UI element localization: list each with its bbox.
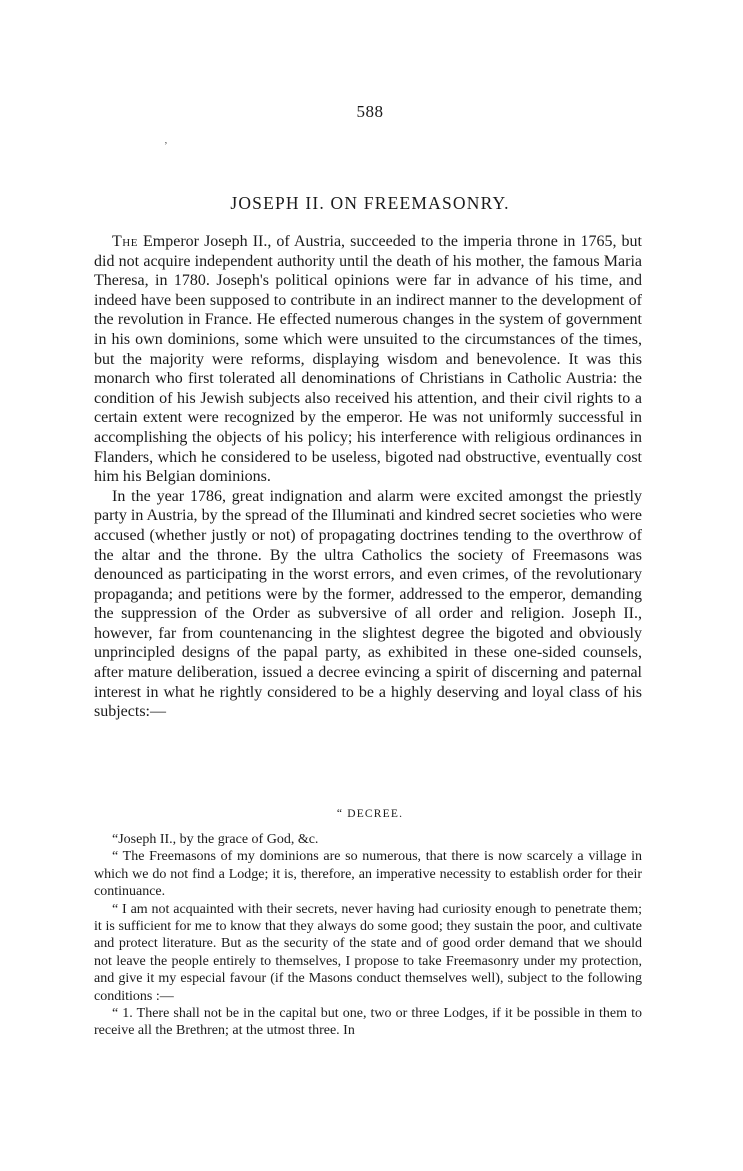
decree-text bbox=[94, 831, 642, 1040]
decree-paragraph-2: “ The Freemasons of my dominions are so numerous, that there is now scarcely a village in which we do not find a Lodge; it is, therefore, an imperative necessity to establish order for their continuance. bbox=[94, 849, 642, 900]
decree-paragraph-1: “Joseph II., by the grace of God, &c. bbox=[112, 832, 319, 847]
decree-paragraph-4: “ 1. There shall not be in the capital but one, two or three Lodges, if it be possible in them to receive all the Brethren; at the utmost three. In bbox=[94, 1006, 642, 1039]
article-title: JOSEPH II. ON FREEMASONRY. bbox=[230, 193, 510, 213]
article-body bbox=[94, 232, 642, 722]
page-number: 588 bbox=[356, 102, 384, 121]
paragraph-1 bbox=[94, 232, 642, 487]
print-mark: ʼ bbox=[164, 140, 168, 152]
drop-word: The bbox=[112, 233, 138, 250]
paragraph-1-text: Emperor Joseph II., of Austria, succeeded to the imperia throne in 1765, but did not acquire independent authority until the death of his mother, the famous Maria Theresa, in 1780. Joseph's political opinions were far in advance of his time, and indeed have been supposed to contribute in an indirect manner to the development of the revolution in France. He effected numerous changes in the system of government in his own dominions, some which were unsuited to the circumstances of the times, but the majority were reforms, displaying wisdom and benevolence. It was this monarch who first tolerated all denominations of Christians in Catholic Austria: the condition of his Jewish subjects also received his attention, and their civil rights to a certain extent were recognized by the emperor. He was not uniformly successful in accomplishing the objects of his policy; his interference with religious ordinances in Flanders, which he considered to be useless, bigoted nad obstructive, eventually cost him his Belgian dominions. bbox=[94, 233, 642, 486]
decree-paragraph-3: “ I am not acquainted with their secrets, never having had curiosity enough to penetrate them; it is sufficient for me to know that they always do some good; they sustain the poor, and cultivate and protect literature. But as the security of the state and of good order demand that we should not leave the people entirely to themselves, I propose to take Freemasonry under my protection, and give it my especial favour (if the Masons conduct themselves well), subject to the following conditions :— bbox=[94, 901, 642, 1004]
paragraph-2: In the year 1786, great indignation and alarm were excited amongst the priestly party in Austria, by the spread of the Illuminati and kindred secret societies who were accused (whether justly or not) of propagating doctrines tending to the overthrow of the altar and the throne. By the ultra Catholics the society of Freemasons was denounced as participating in the worst errors, and even crimes, of the revolutionary propaganda; and petitions were by the former, addressed to the emperor, demanding the suppression of the Order as subversive of all order and religion. Joseph II., however, far from countenancing in the slightest degree the bigoted and obviously unprincipled designs of the papal party, as exhibited in these one-sided counsels, after mature deliberation, issued a decree evincing a spirit of discerning and paternal interest in what he rightly considered to be a highly deserving and loyal class of his subjects:— bbox=[94, 487, 642, 721]
decree-heading: “ DECREE. bbox=[336, 808, 404, 820]
